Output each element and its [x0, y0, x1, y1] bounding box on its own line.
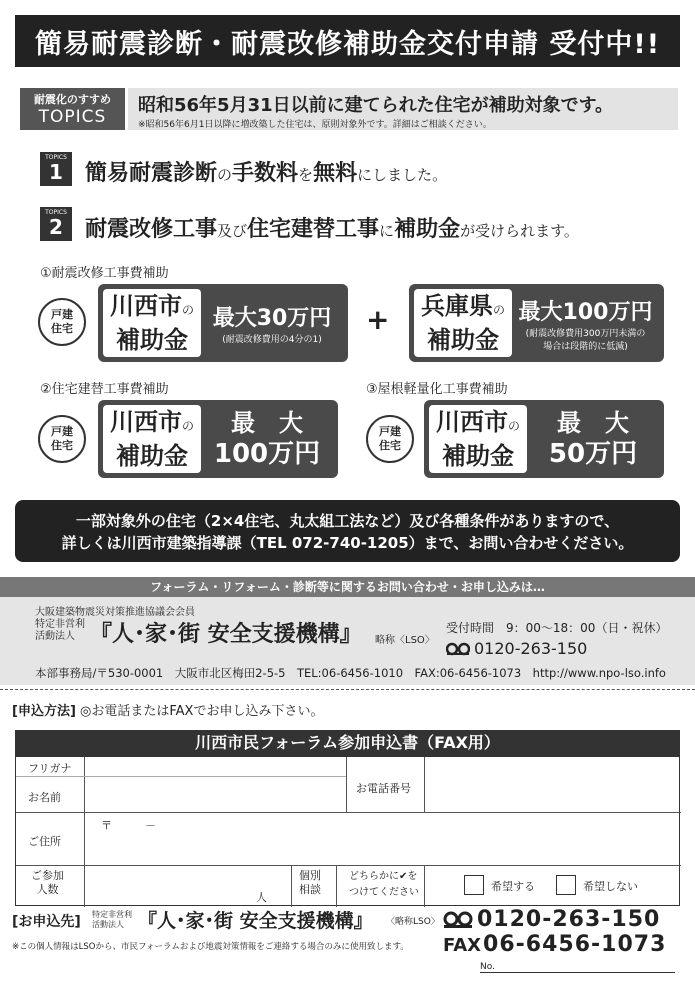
house-icon-2	[38, 415, 86, 463]
subsidy-box-2-right	[512, 289, 659, 357]
apply-method	[12, 700, 323, 719]
t2-f: が受けられます。	[460, 222, 579, 240]
npo-1: 特定非営利	[35, 619, 85, 630]
topic-badge-label: TOPICS	[45, 154, 67, 161]
t1-f: にしました。	[357, 166, 448, 184]
topic-2-badge	[40, 207, 72, 241]
office-line: 本部事務局/〒530-0001 大阪市北区梅田2-5-5 TEL:06-6456-1010 FAX:06-6456-1073 http://www.npo-lso.info	[35, 666, 666, 680]
t1-c: 手数料	[232, 161, 299, 186]
subsidy-box-3	[98, 400, 338, 478]
plus-sign: +	[366, 303, 390, 336]
footer-tel: 0120-263-150	[477, 907, 661, 932]
consult-no-label: 希望しない	[583, 880, 638, 893]
topic-badge-number: 1	[49, 160, 63, 184]
people-l2: 人数	[36, 883, 59, 896]
contact-bar: フォーラム・リフォーム・診断等に関するお問い合わせ・お申し込みは…	[0, 577, 695, 597]
footer-npo	[92, 910, 132, 930]
footer-fax-row	[443, 932, 666, 957]
t2-b: 及び	[217, 222, 248, 240]
section-1-label: ①耐震改修工事費補助	[40, 266, 169, 281]
name-label: お名前	[28, 791, 61, 804]
fax-label: FAX	[443, 935, 482, 956]
consult-l2: 相談	[299, 883, 321, 896]
house-l1: 戸建	[51, 308, 73, 321]
application-form	[15, 756, 680, 906]
amount-4: 50万円	[548, 439, 638, 469]
hojokin: 補助金	[427, 326, 499, 354]
subsidy-box-3-left	[103, 405, 201, 473]
number-field	[480, 962, 675, 973]
footer-fax: 06-6456-1073	[483, 932, 667, 957]
kawanishi: 川西市	[109, 408, 182, 436]
contact-section	[0, 597, 695, 685]
hyogo: 兵庫県	[420, 292, 493, 320]
postal-mark: 〒 －	[101, 819, 156, 832]
method-label: [申込方法]	[12, 704, 76, 719]
org-abbr: 略称〈LSO〉	[375, 635, 435, 646]
amount-2: 最大100万円	[518, 299, 653, 325]
section-2-label: ②住宅建替工事費補助	[40, 382, 169, 397]
house-l2: 住宅	[51, 322, 73, 335]
hojokin: 補助金	[116, 442, 188, 470]
t1-b: の	[217, 166, 233, 184]
footer-npo-1: 特定非営利	[92, 910, 132, 919]
amount-1: 最大30万円	[212, 306, 332, 331]
t1-a: 簡易耐震診断	[85, 161, 218, 186]
cut-line	[0, 689, 695, 690]
people-count-field[interactable]	[88, 869, 248, 903]
subsidy-box-2-left	[414, 289, 512, 357]
name-field[interactable]	[88, 779, 340, 809]
t2-e: 補助金	[394, 217, 461, 242]
topics-tag	[20, 88, 125, 130]
subsidy-box-2	[409, 284, 664, 362]
consult-yes-checkbox[interactable]	[464, 875, 484, 895]
house-icon-1	[38, 298, 86, 346]
org-name: 『人･家･街 安全支援機構』	[90, 622, 362, 647]
freedial-number: 0120-263-150	[474, 639, 588, 658]
topic-1-text	[85, 156, 447, 187]
amount-3: 100万円	[213, 439, 321, 469]
amount-2-note-2: 場合は段階的に低減)	[543, 341, 628, 352]
hours-text: 受付時間 9：00～18：00（日・祝休）	[446, 621, 668, 635]
max-label-3: 最 大	[231, 409, 303, 437]
privacy-note: ※この個人情報はLSOから、市民フォーラムおよび地震対策情報をご連絡する場合のみに使用致します。	[12, 942, 409, 952]
topic-badge-label: TOPICS	[45, 209, 67, 216]
form-title: 川西市民フォーラム参加申込書（FAX用）	[15, 730, 680, 756]
footer-org: 『人･家･街 安全支援機構』	[138, 910, 373, 932]
house-l2: 住宅	[51, 439, 73, 452]
topics-tag-small: 耐震化のすすめ	[33, 93, 112, 106]
apply-to-label: [お申込先]	[12, 914, 81, 930]
consult-yes-label: 希望する	[491, 880, 535, 893]
member-text: 大阪建築物震災対策推進協議会会員	[35, 607, 195, 618]
phone-field[interactable]	[428, 763, 676, 807]
number-label: No.	[480, 962, 495, 972]
max-label-4: 最 大	[557, 409, 629, 437]
consult-label	[299, 869, 321, 897]
npo-label	[35, 619, 85, 643]
freedial-icon	[446, 642, 470, 656]
people-unit: 人	[256, 891, 267, 904]
t2-a: 耐震改修工事	[85, 217, 218, 242]
subsidy-box-4	[424, 400, 664, 478]
topic-2-text	[85, 212, 579, 243]
amount-2-note-1: (耐震改修費用300万円未満の	[525, 328, 646, 339]
no: の	[507, 419, 520, 433]
footer-npo-2: 活動法人	[92, 920, 124, 929]
hojokin: 補助金	[116, 326, 188, 354]
no: の	[492, 303, 505, 317]
conditions-notice	[15, 500, 680, 562]
footer-abbr: 〈略称LSO〉	[386, 917, 440, 927]
people-label	[31, 869, 64, 897]
topic-badge-number: 2	[49, 215, 63, 239]
address-field[interactable]	[88, 831, 676, 861]
amount-1-note: (耐震改修費用の4分の1)	[222, 335, 322, 345]
section-3-label: ③屋根軽量化工事費補助	[366, 382, 508, 397]
check-instruction	[349, 869, 419, 901]
phone-label: お電話番号	[356, 782, 411, 795]
footer-tel-row	[443, 907, 660, 932]
consult-l1: 個別	[299, 869, 321, 882]
house-icon-3	[366, 415, 414, 463]
page-title: 簡易耐震診断・耐震改修補助金交付申請 受付中!!	[15, 15, 680, 67]
topics-box	[128, 88, 678, 130]
subsidy-box-1-left	[103, 289, 201, 357]
subsidy-box-1-right	[201, 289, 343, 357]
t1-d: を	[298, 166, 314, 184]
subsidy-box-3-right	[201, 405, 333, 473]
check-l1: どちらかに✔を	[349, 871, 418, 882]
house-l1: 戸建	[379, 425, 401, 438]
t2-d: に	[379, 222, 395, 240]
t2-c: 住宅建替工事	[247, 217, 380, 242]
consult-no-checkbox[interactable]	[556, 875, 576, 895]
no: の	[181, 303, 194, 317]
no: の	[181, 419, 194, 433]
house-l2: 住宅	[379, 439, 401, 452]
topic-1-badge	[40, 152, 72, 186]
kawanishi: 川西市	[435, 408, 508, 436]
people-l1: ご参加	[31, 869, 64, 882]
notice-line-2: 詳しくは川西市建築指導課（TEL 072-740-1205）まで、お問い合わせください。	[61, 534, 634, 552]
eligibility-note: ※昭和56年6月1日以降に増改築した住宅は、原則対象外です。詳細はご相談ください。	[138, 120, 492, 130]
t1-e: 無料	[313, 161, 358, 186]
house-l1: 戸建	[51, 425, 73, 438]
topics-tag-big: TOPICS	[38, 107, 107, 127]
freedial-row	[446, 639, 587, 658]
npo-2: 活動法人	[35, 631, 75, 642]
notice-line-1: 一部対象外の住宅（2×4住宅、丸太組工法など）及び各種条件がありますので、	[75, 512, 620, 530]
subsidy-box-4-right	[527, 405, 659, 473]
method-text: ◎お電話またはFAXでお申し込み下さい。	[80, 704, 324, 719]
subsidy-box-1	[98, 284, 348, 362]
kawanishi: 川西市	[109, 292, 182, 320]
hojokin: 補助金	[442, 442, 514, 470]
eligibility-text: 昭和56年5月31日以前に建てられた住宅が補助対象です。	[138, 95, 614, 116]
subsidy-box-4-left	[429, 405, 527, 473]
freedial-icon	[443, 911, 473, 929]
furigana-label: フリガナ	[28, 762, 72, 775]
check-l2: つけてください	[349, 887, 419, 898]
address-label: ご住所	[28, 835, 61, 848]
